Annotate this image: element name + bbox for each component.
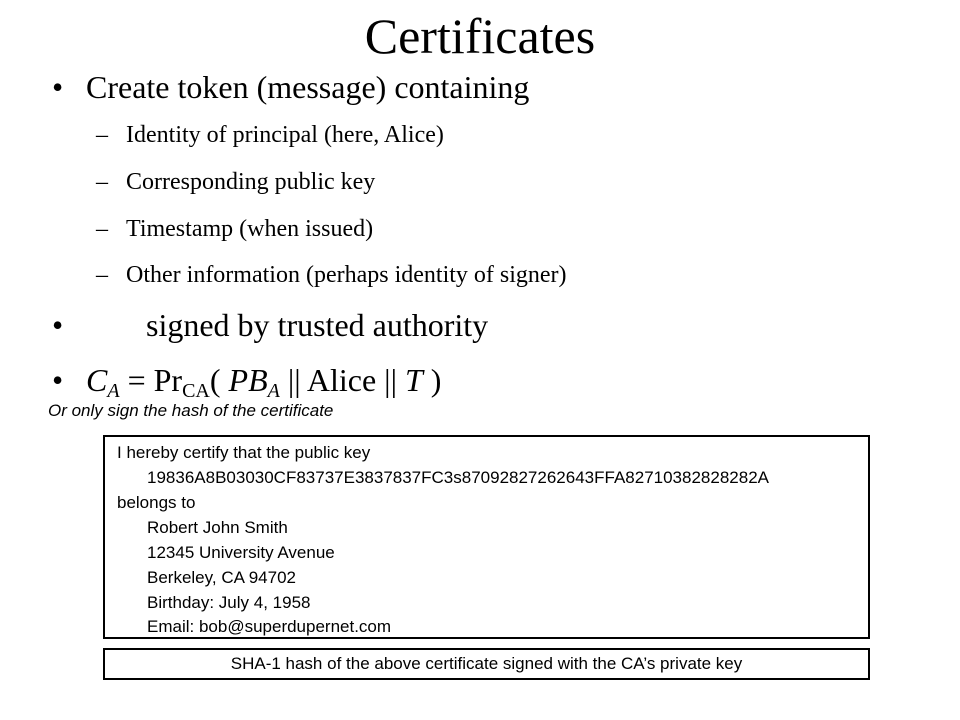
bullet-create-token-text: Create token (message) containing — [86, 69, 530, 105]
formula-eq-pr: = Pr — [119, 362, 183, 398]
certificate-email: Email: bob@superdupernet.com — [147, 617, 392, 636]
bullet-dot: • — [52, 307, 64, 343]
certificate-line: I hereby certify that the public key — [117, 443, 371, 462]
hash-note: Or only sign the hash of the certificate — [48, 401, 334, 420]
certificate-public-key: 19836A8B03030CF83737E3837837FC3s87092827262643FFA82710382828282A — [147, 468, 769, 487]
sub-item-text: Identity of principal (here, Alice) — [126, 122, 444, 148]
bullet-signed — [52, 305, 488, 345]
slide-title: Certificates — [364, 8, 596, 64]
sub-dash: – — [96, 216, 108, 242]
certificate-address: 12345 University Avenue — [147, 543, 335, 562]
certificate-birthday: Birthday: July 4, 1958 — [147, 593, 311, 612]
sub-dash: – — [96, 122, 108, 148]
certificate-box — [103, 435, 870, 639]
sub-item-text: Corresponding public key — [126, 169, 376, 195]
sub-item-text: Timestamp (when issued) — [126, 216, 374, 242]
sub-dash: – — [96, 169, 108, 195]
sub-item-timestamp — [96, 213, 373, 245]
formula-c: C — [86, 362, 108, 398]
formula-pb: PB — [228, 362, 268, 398]
formula-c-sub: A — [107, 380, 120, 402]
formula-t: T — [404, 362, 423, 398]
sub-item-identity — [96, 119, 444, 151]
sub-item-other-info — [96, 259, 567, 291]
sub-item-text: Other information (perhaps identity of signer) — [126, 262, 567, 288]
bullet-signed-text: signed by trusted authority — [146, 307, 489, 343]
formula-open: ( — [209, 362, 229, 398]
formula-pb-sub: A — [267, 380, 280, 402]
sub-item-public-key — [96, 166, 375, 198]
sub-dash: – — [96, 262, 108, 288]
formula-close: ) — [422, 362, 442, 398]
bullet-dot: • — [52, 362, 64, 398]
certificate-name: Robert John Smith — [147, 518, 288, 537]
formula-middle: || Alice || — [279, 362, 405, 398]
bullet-formula — [52, 360, 441, 400]
certificate-line: belongs to — [117, 493, 196, 512]
formula-pr-sub: CA — [182, 380, 210, 402]
signed-hash-box: SHA-1 hash of the above certificate signed with the CA’s private key — [103, 648, 870, 680]
certificate-city: Berkeley, CA 94702 — [147, 568, 296, 587]
bullet-dot: • — [52, 69, 64, 105]
bullet-create-token — [52, 67, 529, 107]
